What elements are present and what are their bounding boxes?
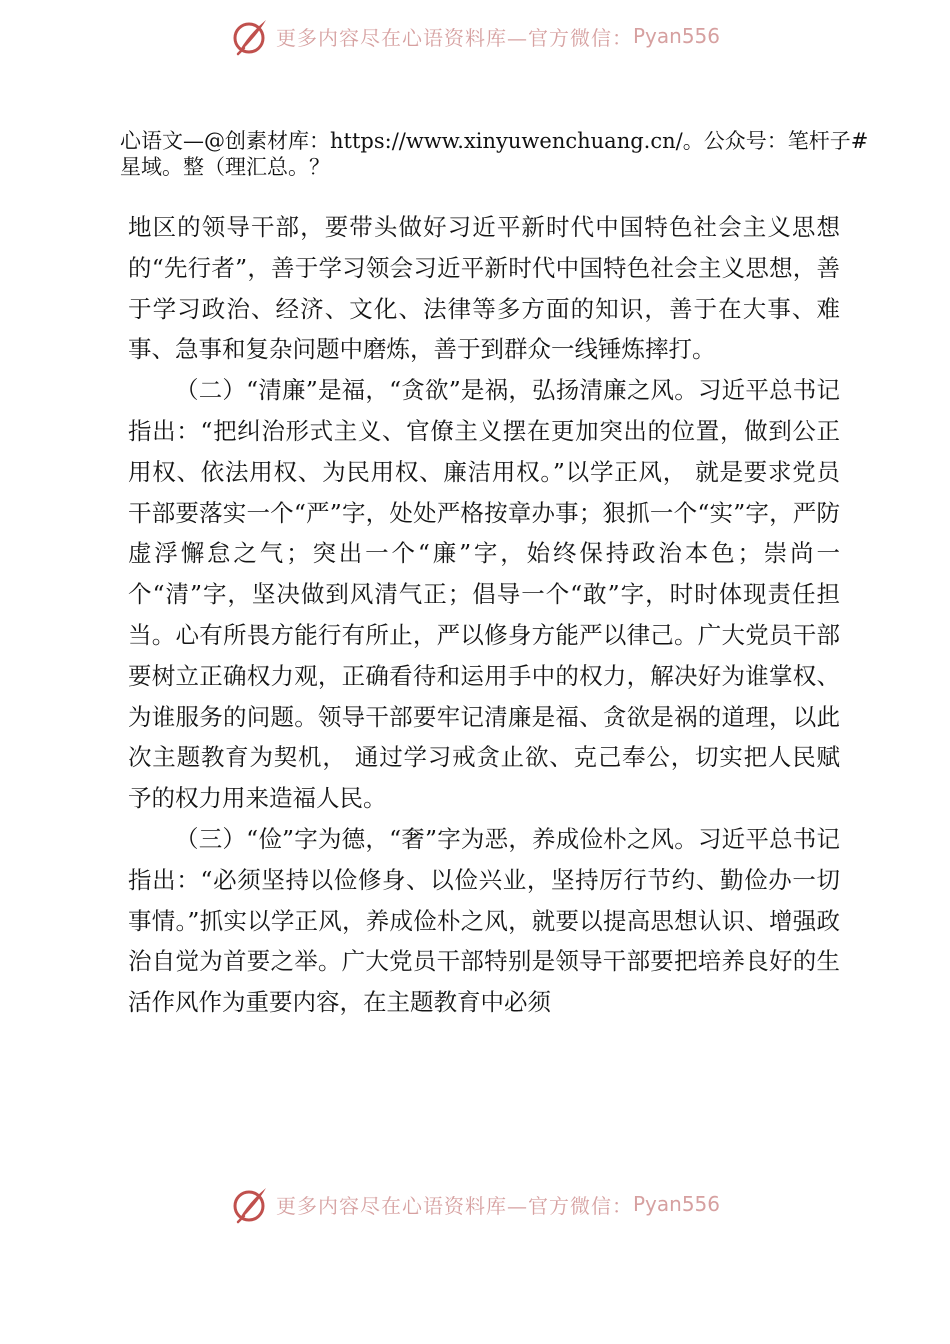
paragraph-1: 地区的领导干部，要带头做好习近平新时代中国特色社会主义思想的“先行者”，善于学习领会习近平新时代中国特色社会主义思想，善于学习政治、经济、文化、法律等多方面的知识，善于在大事、难事、急事和复杂问题中磨炼，善于到群众一线锤炼摔打。 <box>128 213 840 364</box>
paragraph-2: （二）“清廉”是福，“贪欲”是祸，弘扬清廉之风。习近平总书记指出：“把纠治形式主义、官僚主义摆在更加突出的位置，做到公正用权、依法用权、为民用权、廉洁用权。”以学正风， 就是要求党员干部要落实一个“严”字，处处严格按章办事；狠抓一个“实”字，严防虚浮懈怠之气；突出一个“廉”字，始终保持政治本色；崇尚一个“清”字，坚决做到风清气正；倡导一个“敢”字，时时体现责任担当。心有所畏方能行有所止，严以修身方能严以律己。广大党员干部要树立正确权力观，正确看待和运用手中的权力，解决好为谁掌权、为谁服务的问题。领导干部要牢记清廉是福、贪欲是祸的道理，以此次主题教育为契机， 通过学习戒贪止欲、克己奉公，切实把人民赋予的权力用来造福人民。 <box>128 376 840 813</box>
document-body <box>128 207 840 1023</box>
quill-pen-logo-icon <box>230 1184 270 1224</box>
quill-pen-logo-icon <box>230 16 270 56</box>
banner-wechat-id: Pyan556 <box>632 1192 720 1216</box>
banner-wechat-id: Pyan556 <box>632 24 720 48</box>
banner-slogan: 更多内容尽在心语资料库—官方微信： <box>275 25 633 50</box>
header-banner <box>0 14 950 58</box>
paragraph-3: （三）“俭”字为德，“奢”字为恶，养成俭朴之风。习近平总书记指出：“必须坚持以俭修身、以俭兴业，坚持厉行节约、勤俭办一切事情。”抓实以学正风，养成俭朴之风，就要以提高思想认识、增强政治自觉为首要之举。广大党员干部特别是领导干部要把培养良好的生活作风作为重要内容，在主题教育中必须 <box>128 824 840 1017</box>
banner-slogan: 更多内容尽在心语资料库—官方微信： <box>275 1193 633 1218</box>
footer-banner <box>0 1182 950 1226</box>
source-line: 心语文—@创素材库：https://www.xinyuwenchuang.cn/。公众号：笔杆子#星域。整（理汇总。？ <box>120 129 869 179</box>
